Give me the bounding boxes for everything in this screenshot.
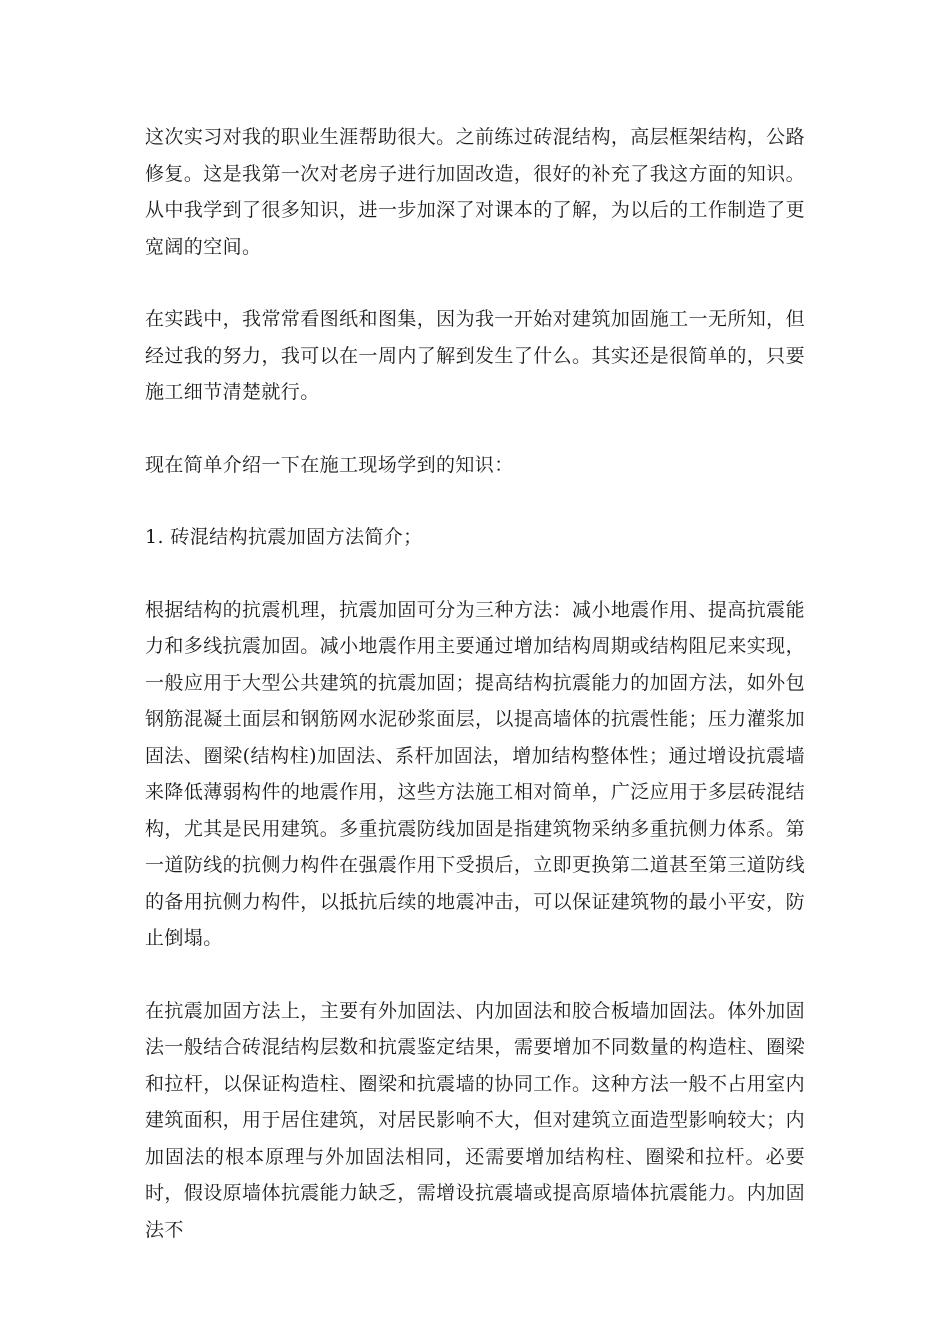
section-heading-1: 1. 砖混结构抗震加固方法简介； bbox=[145, 526, 423, 548]
paragraph-reinforcement-methods: 在抗震加固方法上，主要有外加固法、内加固法和胶合板墙加固法。体外加固法一般结合砖混结构层数和抗震鉴定结果，需要增加不同数量的构造柱、圈梁和拉杆，以保证构造柱、圈梁和抗震墙的协同工作。这种方法一般不占用室内建筑面积，用于居住建筑，对居民影响不大，但对建筑立面造型影响较大；内加固法的根本原理与外加固法相同，还需要增加结构柱、圈梁和拉杆。必要时，假设原墙体抗震能力缺乏，需增设抗震墙或提高原墙体抗震能力。内加固法不 bbox=[145, 999, 805, 1241]
paragraph-introduction: 现在简单介绍一下在施工现场学到的知识： bbox=[145, 453, 514, 476]
paragraph-internship-benefit: 这次实习对我的职业生涯帮助很大。之前练过砖混结构，高层框架结构，公路修复。这是我第一次对老房子进行加固改造，很好的补充了我这方面的知识。从中我学到了很多知识，进一步加深了对课本的了解，为以后的工作制造了更宽阔的空间。 bbox=[145, 126, 805, 258]
paragraph-seismic-mechanism: 根据结构的抗震机理，抗震加固可分为三种方法：减小地震作用、提高抗震能力和多线抗震加固。减小地震作用主要通过增加结构周期或结构阻尼来实现，一般应用于大型公共建筑的抗震加固；提高结构抗震能力的加固方法，如外包钢筋混凝土面层和钢筋网水泥砂浆面层，以提高墙体的抗震性能；压力灌浆加固法、圈梁(结构柱)加固法、系杆加固法，增加结构整体性；通过增设抗震墙来降低薄弱构件的地震作用，这些方法施工相对简单，广泛应用于多层砖混结构，尤其是民用建筑。多重抗震防线加固是指建筑物采纳多重抗侧力体系。第一道防线的抗侧力构件在强震作用下受损后，立即更换第二道甚至第三道防线的备用抗侧力构件，以抵抗后续的地震冲击，可以保证建筑物的最小平安，防止倒塌。 bbox=[145, 598, 805, 949]
paragraph-practice-experience: 在实践中，我常常看图纸和图集，因为我一开始对建筑加固施工一无所知，但经过我的努力，我可以在一周内了解到发生了什么。其实还是很简单的，只要施工细节清楚就行。 bbox=[145, 308, 805, 403]
document-body bbox=[145, 119, 805, 1284]
